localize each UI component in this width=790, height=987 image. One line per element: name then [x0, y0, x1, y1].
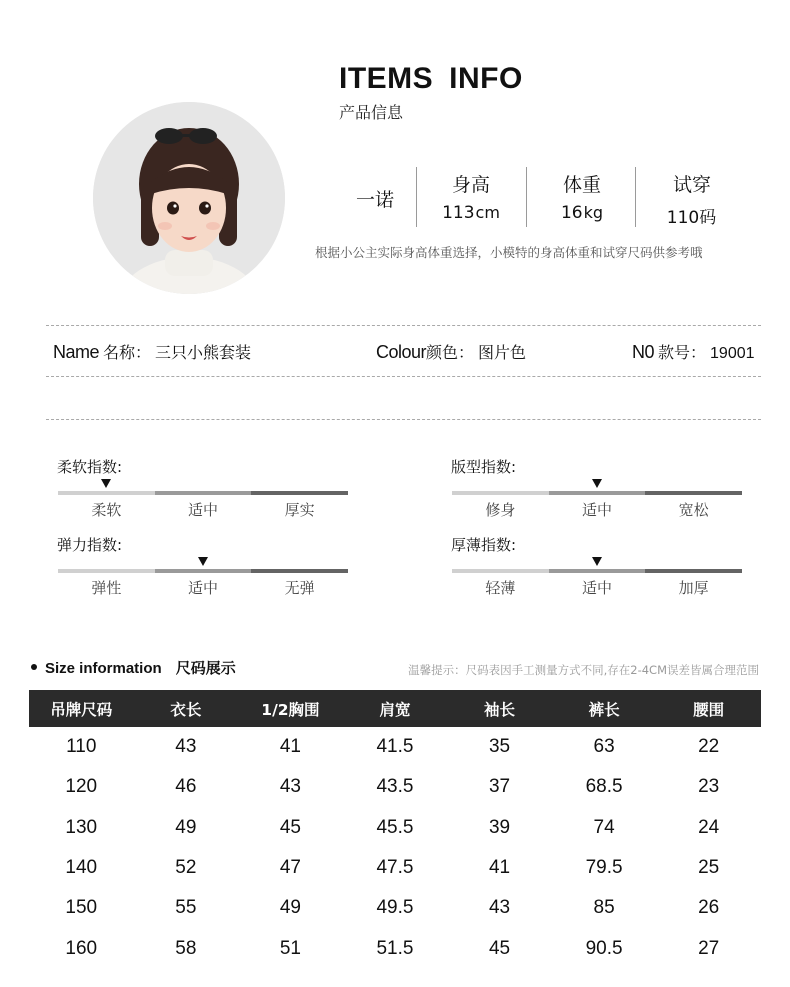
stat-height-value: [411, 203, 531, 223]
fit-index-title: 版型指数:: [451, 458, 517, 476]
table-cell: 41.5: [376, 736, 414, 758]
measurement-tip: 温馨提示：尺码表因手工测量方式不同,存在2-4CM误差皆属合理范围: [408, 663, 759, 677]
product-number: [632, 340, 755, 363]
items-info-title: [339, 62, 523, 96]
softness-scale-labels: [58, 499, 348, 520]
stat-height-unit: cm: [475, 203, 500, 222]
table-cell: 37: [488, 776, 511, 798]
table-cell: 52: [175, 857, 197, 879]
table-cell: 24: [698, 816, 720, 838]
table-cell: 90.5: [585, 937, 623, 959]
table-cell: 43: [488, 897, 511, 919]
table-cell: 39: [488, 816, 511, 838]
dashed-divider: [46, 376, 761, 377]
thickness-option: 适中: [582, 579, 613, 597]
table-cell: 49.5: [376, 897, 414, 919]
product-number-label: 款号：: [658, 343, 707, 362]
softness-scale-bar: [58, 491, 348, 495]
size-information-heading: [31, 657, 236, 678]
table-cell: 45: [488, 937, 511, 959]
table-cell: 47.5: [376, 857, 414, 879]
fit-option: 适中: [582, 501, 613, 519]
table-cell: 43.5: [376, 776, 414, 798]
stat-weight-label: 体重: [562, 174, 601, 196]
fit-option: 修身: [485, 501, 516, 519]
table-cell: 150: [65, 897, 98, 919]
table-cell: 55: [175, 897, 197, 919]
dashed-divider: [46, 325, 761, 326]
table-cell: 49: [279, 897, 301, 919]
size-column-header: 肩宽: [343, 690, 448, 727]
product-name-value: 三只小熊套装: [155, 343, 252, 362]
table-cell: 25: [698, 857, 720, 879]
table-cell: 79.5: [585, 857, 623, 879]
title-word-items: ITEMS: [339, 62, 434, 95]
size-column-header: 吊牌尺码: [29, 690, 134, 727]
size-column-header: 裤长: [552, 690, 657, 727]
table-cell: 43: [279, 776, 301, 798]
elasticity-option: 无弹: [284, 579, 315, 597]
product-number-value: 19001: [710, 345, 755, 362]
table-cell: 120: [65, 776, 98, 798]
product-colour-label: 颜色：: [426, 343, 475, 362]
table-cell: 74: [593, 816, 615, 838]
table-cell: 23: [698, 776, 720, 798]
stat-tryon-number: 110码: [666, 208, 717, 228]
table-row: [29, 848, 761, 888]
model-avatar: [93, 102, 285, 294]
size-heading-zh: 尺码展示: [175, 659, 236, 677]
stat-height-number: 113: [442, 203, 475, 223]
thickness-marker: [592, 557, 602, 566]
stat-height: [411, 170, 531, 223]
table-cell: 27: [698, 937, 720, 959]
table-row: [29, 727, 761, 767]
fit-scale-labels: [452, 499, 742, 520]
table-cell: 140: [65, 857, 98, 879]
table-cell: 51.5: [376, 937, 414, 959]
size-column-header: 1/2胸围: [238, 690, 343, 727]
size-column-header: 腰围: [656, 690, 761, 727]
table-cell: 58: [175, 937, 197, 959]
softness-option: 适中: [188, 501, 219, 519]
table-cell: 85: [593, 897, 615, 919]
table-cell: 51: [279, 937, 301, 959]
elasticity-option: 弹性: [91, 579, 122, 597]
elasticity-scale-bar: [58, 569, 348, 573]
table-cell: 41: [279, 736, 301, 758]
thickness-scale-bar: [452, 569, 742, 573]
table-cell: 26: [698, 897, 720, 919]
fit-marker: [592, 479, 602, 488]
table-cell: 47: [279, 857, 301, 879]
thickness-option: 轻薄: [485, 579, 516, 597]
size-table: [29, 690, 761, 969]
product-name-en: Name: [53, 342, 100, 362]
product-name-label: 名称：: [103, 343, 152, 362]
fit-option: 宽松: [678, 501, 709, 519]
bullet-icon: [31, 664, 37, 670]
title-word-info: INFO: [449, 62, 523, 95]
thickness-index-title: 厚薄指数:: [451, 536, 517, 554]
table-cell: 41: [488, 857, 511, 879]
product-colour-en: Colour: [376, 342, 427, 362]
table-row: [29, 808, 761, 848]
elasticity-marker: [198, 557, 208, 566]
table-cell: 43: [175, 736, 197, 758]
model-portrait-illustration: [93, 102, 285, 294]
stat-tryon-label: 试穿: [672, 174, 711, 196]
table-cell: 68.5: [585, 776, 623, 798]
table-cell: 45: [279, 816, 301, 838]
items-info-subtitle: 产品信息: [339, 103, 404, 122]
product-colour-value: 图片色: [478, 343, 527, 362]
product-number-en: N0: [632, 342, 655, 362]
size-table-header-row: [29, 690, 761, 727]
table-cell: 110: [66, 736, 97, 758]
size-column-header: 袖长: [447, 690, 552, 727]
table-cell: 160: [65, 937, 98, 959]
stat-weight-unit: kg: [583, 203, 604, 222]
model-name: 一诺: [356, 189, 395, 211]
fit-scale-bar: [452, 491, 742, 495]
table-cell: 22: [698, 736, 720, 758]
stat-height-label: 身高: [451, 174, 490, 196]
table-cell: 46: [175, 776, 197, 798]
table-row: [29, 888, 761, 928]
product-name: [53, 340, 251, 363]
softness-marker: [101, 479, 111, 488]
product-colour: [376, 340, 526, 363]
table-row: [29, 767, 761, 807]
thickness-scale-labels: [452, 577, 742, 598]
stat-weight-value: [522, 203, 642, 223]
size-heading-en: Size information: [45, 660, 162, 677]
table-cell: 130: [65, 816, 98, 838]
elasticity-scale-labels: [58, 577, 348, 598]
table-cell: 45.5: [376, 816, 414, 838]
size-reference-note: 根据小公主实际身高体重选择，小模特的身高体重和试穿尺码供参考哦: [315, 245, 703, 260]
dashed-divider: [46, 419, 761, 420]
thickness-option: 加厚: [678, 579, 709, 597]
stat-tryon-value: [632, 203, 752, 228]
table-cell: 49: [175, 816, 197, 838]
stat-tryon: [632, 170, 752, 228]
table-cell: 35: [488, 736, 511, 758]
softness-option: 柔软: [91, 501, 122, 519]
stat-weight-number: 16: [560, 203, 583, 223]
stat-weight: [522, 170, 642, 223]
softness-index-title: 柔软指数:: [57, 458, 123, 476]
size-table-body: [29, 727, 761, 969]
elasticity-option: 适中: [188, 579, 219, 597]
size-column-header: 衣长: [134, 690, 239, 727]
table-row: [29, 928, 761, 968]
table-cell: 63: [593, 736, 615, 758]
softness-option: 厚实: [284, 501, 315, 519]
elasticity-index-title: 弹力指数:: [57, 536, 123, 554]
